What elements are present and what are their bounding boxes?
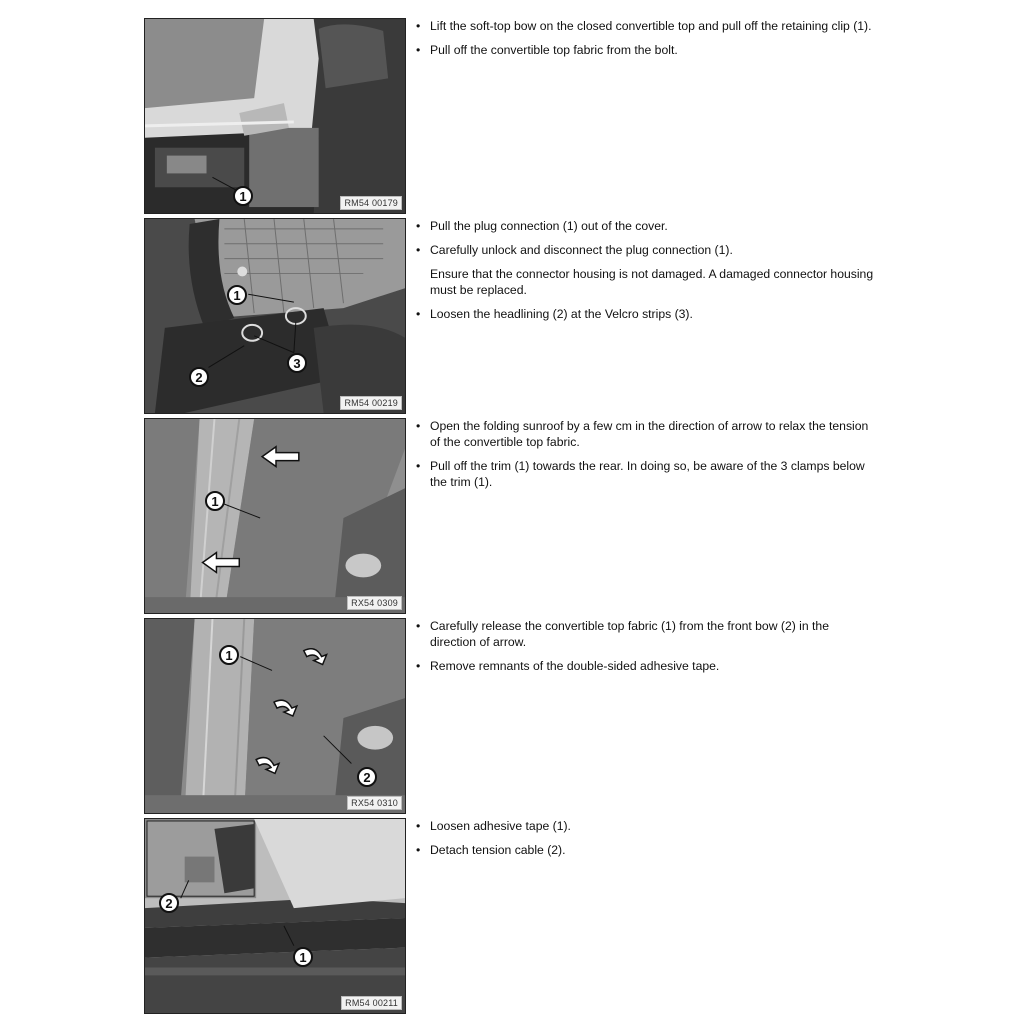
step-2-instructions — [416, 218, 876, 330]
step-3-illustration — [145, 419, 405, 613]
step-2-photo — [144, 218, 406, 414]
image-code: RM54 00219 — [340, 396, 402, 410]
step-5-illustration — [145, 819, 405, 1013]
step-3-photo — [144, 418, 406, 614]
step-1-illustration — [145, 19, 405, 213]
step-3 — [144, 418, 874, 614]
step-3-instructions — [416, 418, 876, 498]
instruction-item: • Loosen adhesive tape (1). — [416, 818, 876, 834]
step-4 — [144, 618, 874, 814]
step-5 — [144, 818, 874, 1014]
callout-1: 1 — [219, 645, 239, 665]
instruction-item: • Remove remnants of the double-sided adhesive tape. — [416, 658, 876, 674]
callout-2: 2 — [357, 767, 377, 787]
step-5-photo — [144, 818, 406, 1014]
step-1-photo — [144, 18, 406, 214]
step-4-photo — [144, 618, 406, 814]
instruction-item: • Carefully unlock and disconnect the plug connection (1). — [416, 242, 876, 258]
callout-2: 2 — [159, 893, 179, 913]
step-1 — [144, 18, 874, 214]
step-2 — [144, 218, 874, 414]
callout-1: 1 — [293, 947, 313, 967]
instruction-item: • Carefully release the convertible top fabric (1) from the front bow (2) in the direction of arrow. — [416, 618, 876, 650]
instruction-item: • Detach tension cable (2). — [416, 842, 876, 858]
instruction-item: • Lift the soft-top bow on the closed convertible top and pull off the retaining clip (1). — [416, 18, 876, 34]
image-code: RX54 0310 — [347, 796, 402, 810]
instruction-item: • Open the folding sunroof by a few cm in the direction of arrow to relax the tension of the convertible top fabric. — [416, 418, 876, 450]
step-5-instructions — [416, 818, 876, 866]
instruction-item: • Pull the plug connection (1) out of the cover. — [416, 218, 876, 234]
callout-1: 1 — [227, 285, 247, 305]
step-1-instructions — [416, 18, 876, 66]
callout-1: 1 — [233, 186, 253, 206]
image-code: RM54 00211 — [341, 996, 402, 1010]
instruction-item: • Loosen the headlining (2) at the Velcro strips (3). — [416, 306, 876, 322]
instruction-item: • Pull off the convertible top fabric from the bolt. — [416, 42, 876, 58]
step-2-illustration — [145, 219, 405, 413]
callout-3: 3 — [287, 353, 307, 373]
image-code: RM54 00179 — [340, 196, 402, 210]
image-code: RX54 0309 — [347, 596, 402, 610]
instruction-note: Ensure that the connector housing is not damaged. A damaged connector housing must be replaced. — [430, 267, 874, 297]
instruction-item: • Pull off the trim (1) towards the rear. In doing so, be aware of the 3 clamps below the trim (1). — [416, 458, 876, 490]
callout-1: 1 — [205, 491, 225, 511]
step-4-instructions — [416, 618, 876, 682]
callout-2: 2 — [189, 367, 209, 387]
